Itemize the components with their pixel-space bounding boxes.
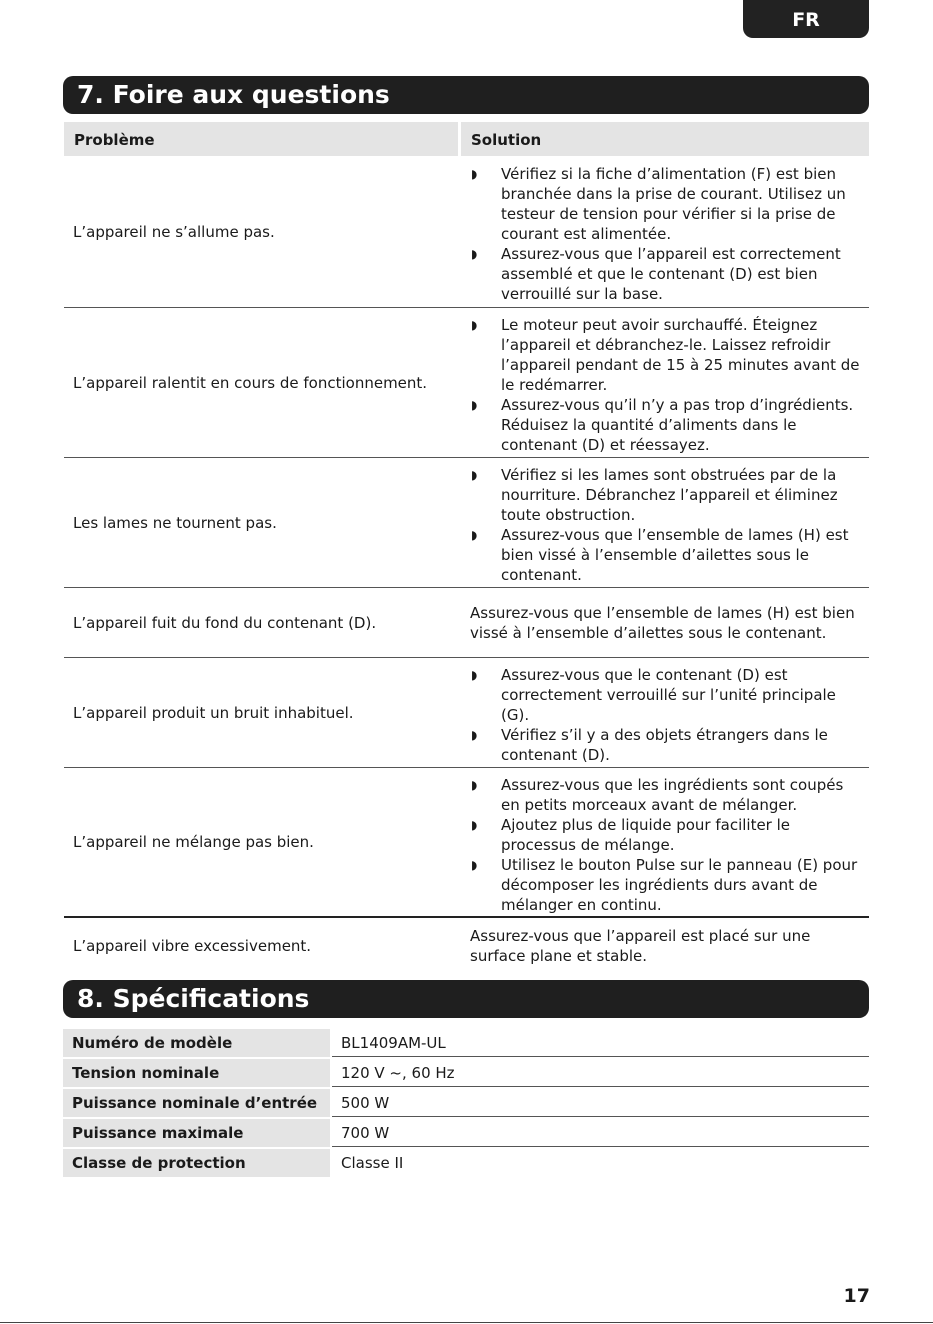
faq-row xyxy=(64,157,869,308)
faq-row xyxy=(64,658,869,768)
spec-value: Classe II xyxy=(341,1154,404,1172)
page-divider xyxy=(0,1322,933,1323)
problem-text: L’appareil ralentit en cours de fonctionnement. xyxy=(73,373,428,392)
spec-row xyxy=(63,1089,869,1117)
solution-item: ◗ Vérifiez s’il y a des objets étrangers dans le contenant (D). xyxy=(471,726,828,764)
faq-row xyxy=(64,458,869,588)
bullet-icon: ◗ xyxy=(471,528,478,542)
bullet-icon: ◗ xyxy=(471,247,478,261)
solution-item: ◗ Assurez-vous que le contenant (D) est correctement verrouillé sur l’unité principale (G). xyxy=(471,666,836,724)
solution-item: ◗ Vérifiez si les lames sont obstruées par de la nourriture. Débranchez l’appareil et éliminez toute obstruction. xyxy=(471,466,838,524)
spec-label: Puissance nominale d’entrée xyxy=(63,1089,330,1117)
problem-text: L’appareil ne mélange pas bien. xyxy=(73,833,314,851)
spec-label: Classe de protection xyxy=(63,1149,330,1177)
solution-text: Assurez-vous que l’ensemble de lames (H) est bien vissé à l’ensemble d’ailettes sous le contenant. xyxy=(470,603,855,642)
bullet-icon: ◗ xyxy=(471,778,478,792)
spec-row xyxy=(63,1029,869,1057)
bullet-icon: ◗ xyxy=(471,318,478,332)
faq-section-title: 7. Foire aux questions xyxy=(63,76,869,114)
solution-list xyxy=(470,164,866,304)
problem-text: L’appareil vibre excessivement. xyxy=(73,937,312,955)
spec-row xyxy=(63,1149,869,1177)
spec-value: BL1409AM-UL xyxy=(332,1029,869,1057)
bullet-icon: ◗ xyxy=(471,728,478,742)
faq-row xyxy=(64,918,869,974)
bullet-icon: ◗ xyxy=(471,398,478,412)
problem-text: L’appareil fuit du fond du contenant (D). xyxy=(73,613,377,632)
solution-item: ◗ Assurez-vous que l’appareil est correctement assemblé et que le contenant (D) est bien verrouillé sur la base. xyxy=(471,245,841,303)
solution-column-header: Solution xyxy=(461,122,869,156)
bullet-icon: ◗ xyxy=(471,858,478,872)
spec-value: 700 W xyxy=(332,1119,869,1147)
spec-label: Tension nominale xyxy=(63,1059,330,1087)
problem-text: L’appareil produit un bruit inhabituel. xyxy=(73,703,354,722)
spec-value: 500 W xyxy=(332,1089,869,1117)
solution-list xyxy=(470,465,866,585)
problem-column-header: Problème xyxy=(64,122,458,156)
faq-row xyxy=(64,308,869,458)
problem-text: Les lames ne tournent pas. xyxy=(73,513,277,532)
specs-section-title: 8. Spécifications xyxy=(63,980,869,1018)
language-tab: FR xyxy=(743,0,869,38)
bullet-icon: ◗ xyxy=(471,668,478,682)
solution-text: Assurez-vous que l’appareil est placé sur une surface plane et stable. xyxy=(470,927,811,965)
faq-row xyxy=(64,588,869,658)
solution-list xyxy=(470,775,866,915)
spec-value: 120 V ~, 60 Hz xyxy=(332,1059,869,1087)
bullet-icon: ◗ xyxy=(471,468,478,482)
solution-item: ◗ Assurez-vous qu’il n’y a pas trop d’ingrédients. Réduisez la quantité d’aliments dans le contenant (D) et réessayez. xyxy=(471,396,854,454)
spec-label: Puissance maximale xyxy=(63,1119,330,1147)
page-number: 17 xyxy=(843,1285,870,1307)
solution-item: ◗ Utilisez le bouton Pulse sur le panneau (E) pour décomposer les ingrédients durs avant de mélanger en continu. xyxy=(471,856,858,914)
solution-item: ◗ Assurez-vous que les ingrédients sont coupés en petits morceaux avant de mélanger. xyxy=(471,776,844,814)
solution-list xyxy=(470,665,866,765)
solution-item: ◗ Assurez-vous que l’ensemble de lames (H) est bien vissé à l’ensemble d’ailettes sous le contenant. xyxy=(471,526,849,584)
spec-label: Numéro de modèle xyxy=(63,1029,330,1057)
solution-item: ◗ Ajoutez plus de liquide pour faciliter le processus de mélange. xyxy=(471,816,791,854)
spec-row xyxy=(63,1059,869,1087)
problem-text: L’appareil ne s’allume pas. xyxy=(73,223,275,241)
bullet-icon: ◗ xyxy=(471,167,478,181)
faq-row xyxy=(64,768,869,918)
solution-item: ◗ Le moteur peut avoir surchauffé. Éteignez l’appareil et débranchez-le. Laissez refroidir l’appareil pendant de 15 à 25 minutes avant de le redémarrer. xyxy=(471,316,860,394)
spec-row xyxy=(63,1119,869,1147)
bullet-icon: ◗ xyxy=(471,818,478,832)
solution-item: ◗ Vérifiez si la fiche d’alimentation (F) est bien branchée dans la prise de courant. Utilisez un testeur de tension pour vérifier si la prise de courant est alimentée. xyxy=(471,165,846,243)
solution-list xyxy=(470,315,866,455)
